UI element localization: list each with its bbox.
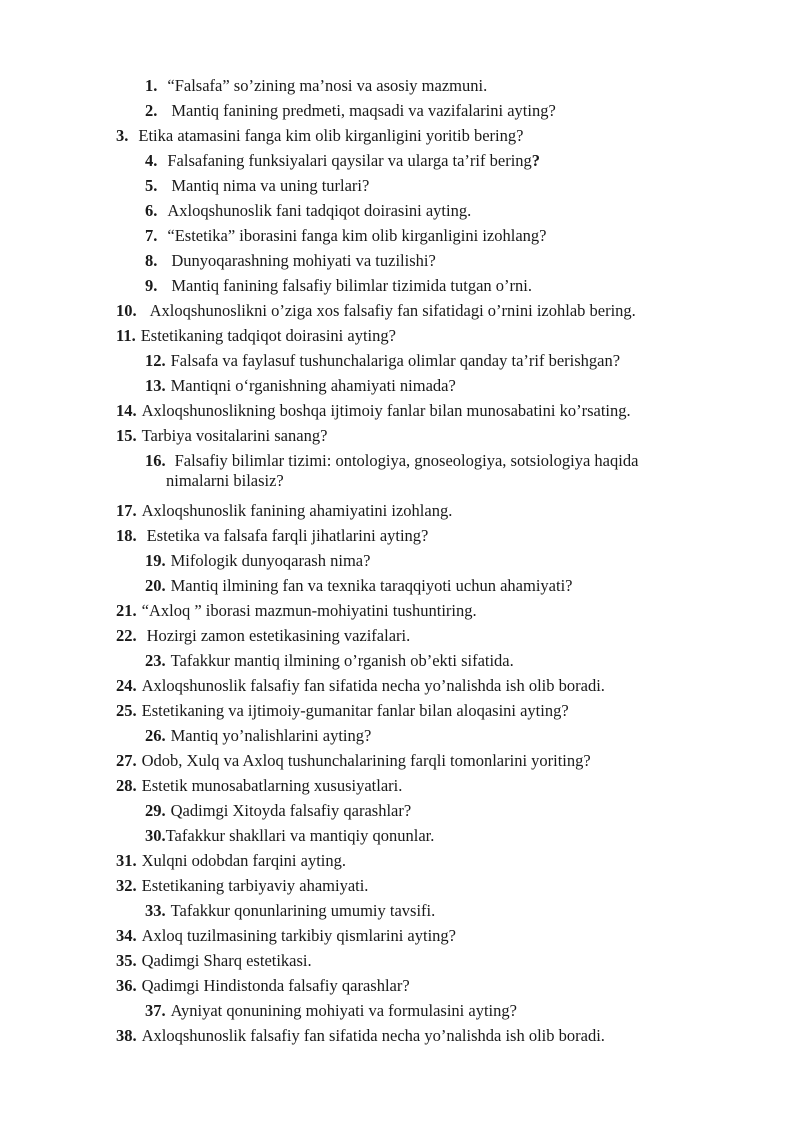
question-1 <box>145 76 487 96</box>
question-number: 14. <box>116 401 137 420</box>
question-number: 20. <box>145 576 166 595</box>
question-number: 29. <box>145 801 166 820</box>
question-number: 24. <box>116 676 137 695</box>
question-text: Dunyoqarashning mohiyati va tuzilishi? <box>171 251 436 270</box>
question-30 <box>145 826 434 846</box>
question-text: Mantiq yo’nalishlarini ayting? <box>170 726 372 745</box>
question-26 <box>145 726 371 746</box>
question-number: 26. <box>145 726 166 745</box>
question-17 <box>116 501 452 521</box>
question-text: Axloqshunoslikning boshqa ijtimoiy fanlar bilan munosabatini ko’rsating. <box>141 401 631 420</box>
question-text: Odob, Xulq va Axloq tushunchalarining farqli tomonlarini yoriting? <box>141 751 591 770</box>
question-tail: ? <box>531 151 541 170</box>
question-number: 25. <box>116 701 137 720</box>
question-number: 16. <box>145 451 166 470</box>
question-text: Estetik munosabatlarning xususiyatlari. <box>141 776 403 795</box>
question-text: Qadimgi Sharq estetikasi. <box>141 951 312 970</box>
question-22 <box>116 626 410 646</box>
question-number: 6. <box>145 201 158 220</box>
question-4 <box>145 151 540 171</box>
question-text: “Falsafa” so’zining ma’nosi va asosiy mazmuni. <box>167 76 488 95</box>
question-29 <box>145 801 411 821</box>
question-21 <box>116 601 477 621</box>
question-text: Estetika va falsafa farqli jihatlarini ayting? <box>146 526 429 545</box>
question-7 <box>145 226 546 246</box>
question-19 <box>145 551 370 571</box>
question-text: Qadimgi Hindistonda falsafiy qarashlar? <box>141 976 410 995</box>
question-text: Ayniyat qonunining mohiyati va formulasini ayting? <box>170 1001 517 1020</box>
question-number: 11. <box>116 326 136 345</box>
question-text: Axloqshunoslik fanining ahamiyatini izohlang. <box>141 501 453 520</box>
question-2 <box>145 101 556 121</box>
question-8 <box>145 251 436 271</box>
question-5 <box>145 176 369 196</box>
question-18 <box>116 526 428 546</box>
question-number: 10. <box>116 301 137 320</box>
question-text: Etika atamasini fanga kim olib kirganligini yoritib bering? <box>138 126 524 145</box>
question-number: 13. <box>145 376 166 395</box>
question-text: Tafakkur shakllari va mantiqiy qonunlar. <box>165 826 435 845</box>
question-text: Axloqshunoslikni o’ziga xos falsafiy fan sifatidagi o’rnini izohlab bering. <box>149 301 636 320</box>
question-38 <box>116 1026 605 1046</box>
question-number: 7. <box>145 226 158 245</box>
question-number: 37. <box>145 1001 166 1020</box>
question-9 <box>145 276 532 296</box>
question-37 <box>145 1001 517 1021</box>
question-text: Tarbiya vositalarini sanang? <box>141 426 328 445</box>
question-text: “Axloq ” iborasi mazmun-mohiyatini tushuntiring. <box>141 601 477 620</box>
question-number: 17. <box>116 501 137 520</box>
question-number: 12. <box>145 351 166 370</box>
question-20 <box>145 576 572 596</box>
question-number: 1. <box>145 76 158 95</box>
question-number: 30. <box>145 826 166 845</box>
question-number: 35. <box>116 951 137 970</box>
question-number: 3. <box>116 126 129 145</box>
question-15 <box>116 426 327 446</box>
question-number: 5. <box>145 176 158 195</box>
question-number: 18. <box>116 526 137 545</box>
question-16 <box>145 451 742 491</box>
question-28 <box>116 776 402 796</box>
question-14 <box>116 401 631 421</box>
question-text: Qadimgi Xitoyda falsafiy qarashlar? <box>170 801 412 820</box>
question-text: Estetikaning tadqiqot doirasini ayting? <box>140 326 396 345</box>
question-text: Axloqshunoslik falsafiy fan sifatida necha yo’nalishda ish olib boradi. <box>141 676 605 695</box>
question-text: Hozirgi zamon estetikasining vazifalari. <box>146 626 411 645</box>
question-33 <box>145 901 435 921</box>
question-text: Axloq tuzilmasining tarkibiy qismlarini ayting? <box>141 926 456 945</box>
question-36 <box>116 976 410 996</box>
question-number: 31. <box>116 851 137 870</box>
question-text-continuation: nimalarni bilasiz? <box>166 471 284 490</box>
question-31 <box>116 851 346 871</box>
question-number: 34. <box>116 926 137 945</box>
question-35 <box>116 951 312 971</box>
question-text: Falsafa va faylasuf tushunchalariga olimlar qanday ta’rif berishgan? <box>170 351 621 370</box>
question-text: Mifologik dunyoqarash nima? <box>170 551 371 570</box>
question-text: Falsafiy bilimlar tizimi: ontologiya, gnoseologiya, sotsiologiya haqida <box>174 451 639 470</box>
question-13 <box>145 376 456 396</box>
question-text: Mantiq fanining falsafiy bilimlar tizimida tutgan o’rni. <box>171 276 532 295</box>
question-text: Tafakkur mantiq ilmining o’rganish ob’ekti sifatida. <box>170 651 514 670</box>
question-text: Mantiq ilmining fan va texnika taraqqiyoti uchun ahamiyati? <box>170 576 573 595</box>
question-number: 32. <box>116 876 137 895</box>
question-3 <box>116 126 523 146</box>
question-27 <box>116 751 591 771</box>
question-text: Tafakkur qonunlarining umumiy tavsifi. <box>170 901 436 920</box>
question-number: 19. <box>145 551 166 570</box>
question-number: 28. <box>116 776 137 795</box>
question-number: 36. <box>116 976 137 995</box>
question-25 <box>116 701 569 721</box>
question-number: 38. <box>116 1026 137 1045</box>
question-text: Estetikaning tarbiyaviy ahamiyati. <box>141 876 369 895</box>
question-number: 4. <box>145 151 158 170</box>
question-6 <box>145 201 471 221</box>
question-32 <box>116 876 368 896</box>
question-text: Axloqshunoslik falsafiy fan sifatida necha yo’nalishda ish olib boradi. <box>141 1026 605 1045</box>
question-number: 27. <box>116 751 137 770</box>
question-number: 33. <box>145 901 166 920</box>
question-number: 21. <box>116 601 137 620</box>
question-text: Falsafaning funksiyalari qaysilar va ularga ta’rif bering <box>167 151 532 170</box>
question-12 <box>145 351 620 371</box>
question-10 <box>116 301 636 321</box>
question-34 <box>116 926 456 946</box>
question-number: 15. <box>116 426 137 445</box>
question-number: 9. <box>145 276 158 295</box>
question-text: Axloqshunoslik fani tadqiqot doirasini ayting. <box>167 201 472 220</box>
question-text: Mantiq fanining predmeti, maqsadi va vazifalarini ayting? <box>171 101 556 120</box>
question-23 <box>145 651 514 671</box>
question-11 <box>116 326 396 346</box>
question-text: “Estetika” iborasini fanga kim olib kirganligini izohlang? <box>167 226 547 245</box>
question-number: 23. <box>145 651 166 670</box>
question-number: 8. <box>145 251 158 270</box>
question-text: Xulqni odobdan farqini ayting. <box>141 851 347 870</box>
question-number: 2. <box>145 101 158 120</box>
question-text: Mantiq nima va uning turlari? <box>171 176 370 195</box>
question-number: 22. <box>116 626 137 645</box>
question-text: Mantiqni o‘rganishning ahamiyati nimada? <box>170 376 456 395</box>
question-text: Estetikaning va ijtimoiy-gumanitar fanlar bilan aloqasini ayting? <box>141 701 569 720</box>
question-24 <box>116 676 605 696</box>
